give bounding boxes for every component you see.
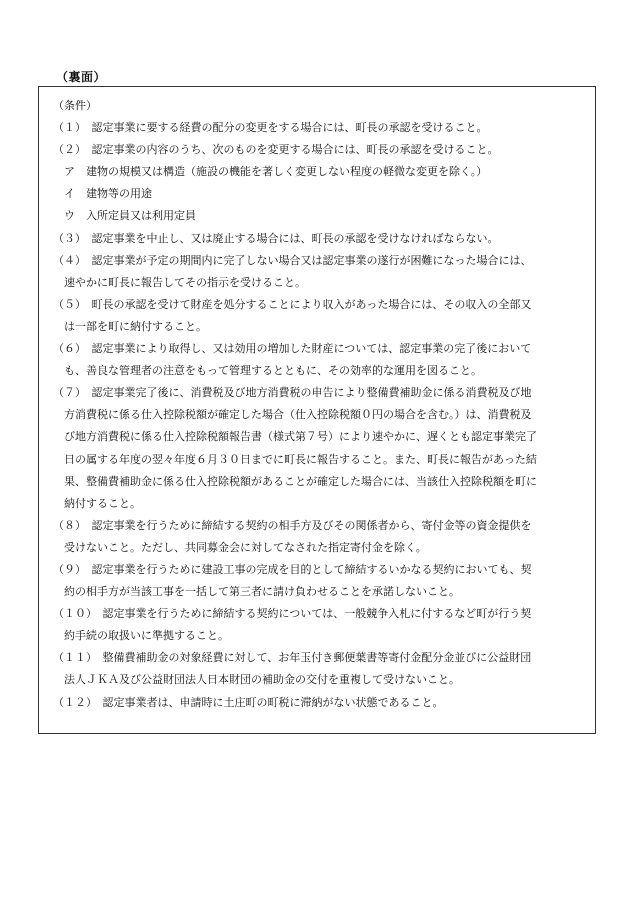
- condition-line: 納付すること。: [53, 496, 141, 510]
- condition-line: （６） 認定事業により取得し、又は効用の増加した財産については、認定事業の完了後において: [53, 342, 532, 356]
- condition-line: 方消費税に係る仕入控除税額が確定した場合（仕入控除税額０円の場合を含む。）は、消費税及: [53, 408, 532, 422]
- condition-line: び地方消費税に係る仕入控除税額報告書（様式第７号）により速やかに、遅くとも認定事業完了: [53, 430, 537, 444]
- conditions-list: [53, 95, 589, 714]
- condition-line: （９） 認定事業を行うために建設工事の完成を目的として締結するいかなる契約においても、契: [53, 562, 532, 576]
- condition-line: （８） 認定事業を行うために締結する契約の相手方及びその関係者から、寄付金等の資金提供を: [53, 518, 532, 532]
- condition-line: （１） 認定事業に要する経費の配分の変更をする場合には、町長の承認を受けること。: [53, 121, 488, 135]
- condition-line: イ 建物等の用途: [53, 187, 152, 201]
- condition-line: （１１） 整備費補助金の対象経費に対して、お年玉付き郵便葉書等寄付金配分金並びに公益財団: [53, 651, 532, 665]
- back-side-label: （裏面）: [56, 70, 107, 84]
- condition-line: も、善良な管理者の注意をもって管理するとともに、その効率的な運用を図ること。: [53, 364, 482, 378]
- condition-line: （１２） 認定事業者は、申請時に土庄町の町税に滞納がない状態であること。: [53, 695, 444, 709]
- condition-line: ウ 入所定員又は利用定員: [53, 209, 196, 223]
- condition-line: （４） 認定事業が予定の期間内に完了しない場合又は認定事業の遂行が困難になった場合には、: [53, 253, 532, 267]
- condition-line: 速やかに町長に報告してその指示を受けること。: [53, 275, 306, 289]
- condition-line: は一部を町に納付すること。: [53, 319, 207, 333]
- condition-line: 受けないこと。ただし、共同募金会に対してなされた指定寄付金を除く。: [53, 540, 427, 554]
- condition-line: 法人ＪＫＡ及び公益財団法人日本財団の補助金の交付を重複して受けないこと。: [53, 673, 460, 687]
- condition-line: （３） 認定事業を中止し、又は廃止する場合には、町長の承認を受けなければならない。: [53, 231, 499, 245]
- condition-line: 約手続の取扱いに準拠すること。: [53, 629, 229, 643]
- conditions-heading: （条件）: [53, 99, 97, 112]
- condition-line: （５） 町長の承認を受けて財産を処分することにより収入があった場合には、その収入の全部又: [53, 297, 532, 311]
- condition-line: 果、整備費補助金に係る仕入控除税額があることが確定した場合には、当該仕入控除税額を町に: [53, 474, 537, 488]
- condition-line: ア 建物の規模又は構造（施設の機能を著しく変更しない程度の軽微な変更を除く。）: [53, 165, 488, 179]
- condition-line: （７） 認定事業完了後に、消費税及び地方消費税の申告により整備費補助金に係る消費税及び地: [53, 386, 532, 400]
- condition-line: （２） 認定事業の内容のうち、次のものを変更する場合には、町長の承認を受けること。: [53, 143, 499, 157]
- condition-line: 約の相手方が当該工事を一括して第三者に請け負わせることを承諾しないこと。: [53, 585, 460, 599]
- condition-line: 日の属する年度の翌々年度６月３０日までに町長に報告すること。また、町長に報告があった結: [53, 452, 537, 466]
- conditions-frame: [38, 86, 596, 734]
- condition-line: （１０） 認定事業を行うために締結する契約については、一般競争入札に付するなど町が行う契: [53, 607, 532, 621]
